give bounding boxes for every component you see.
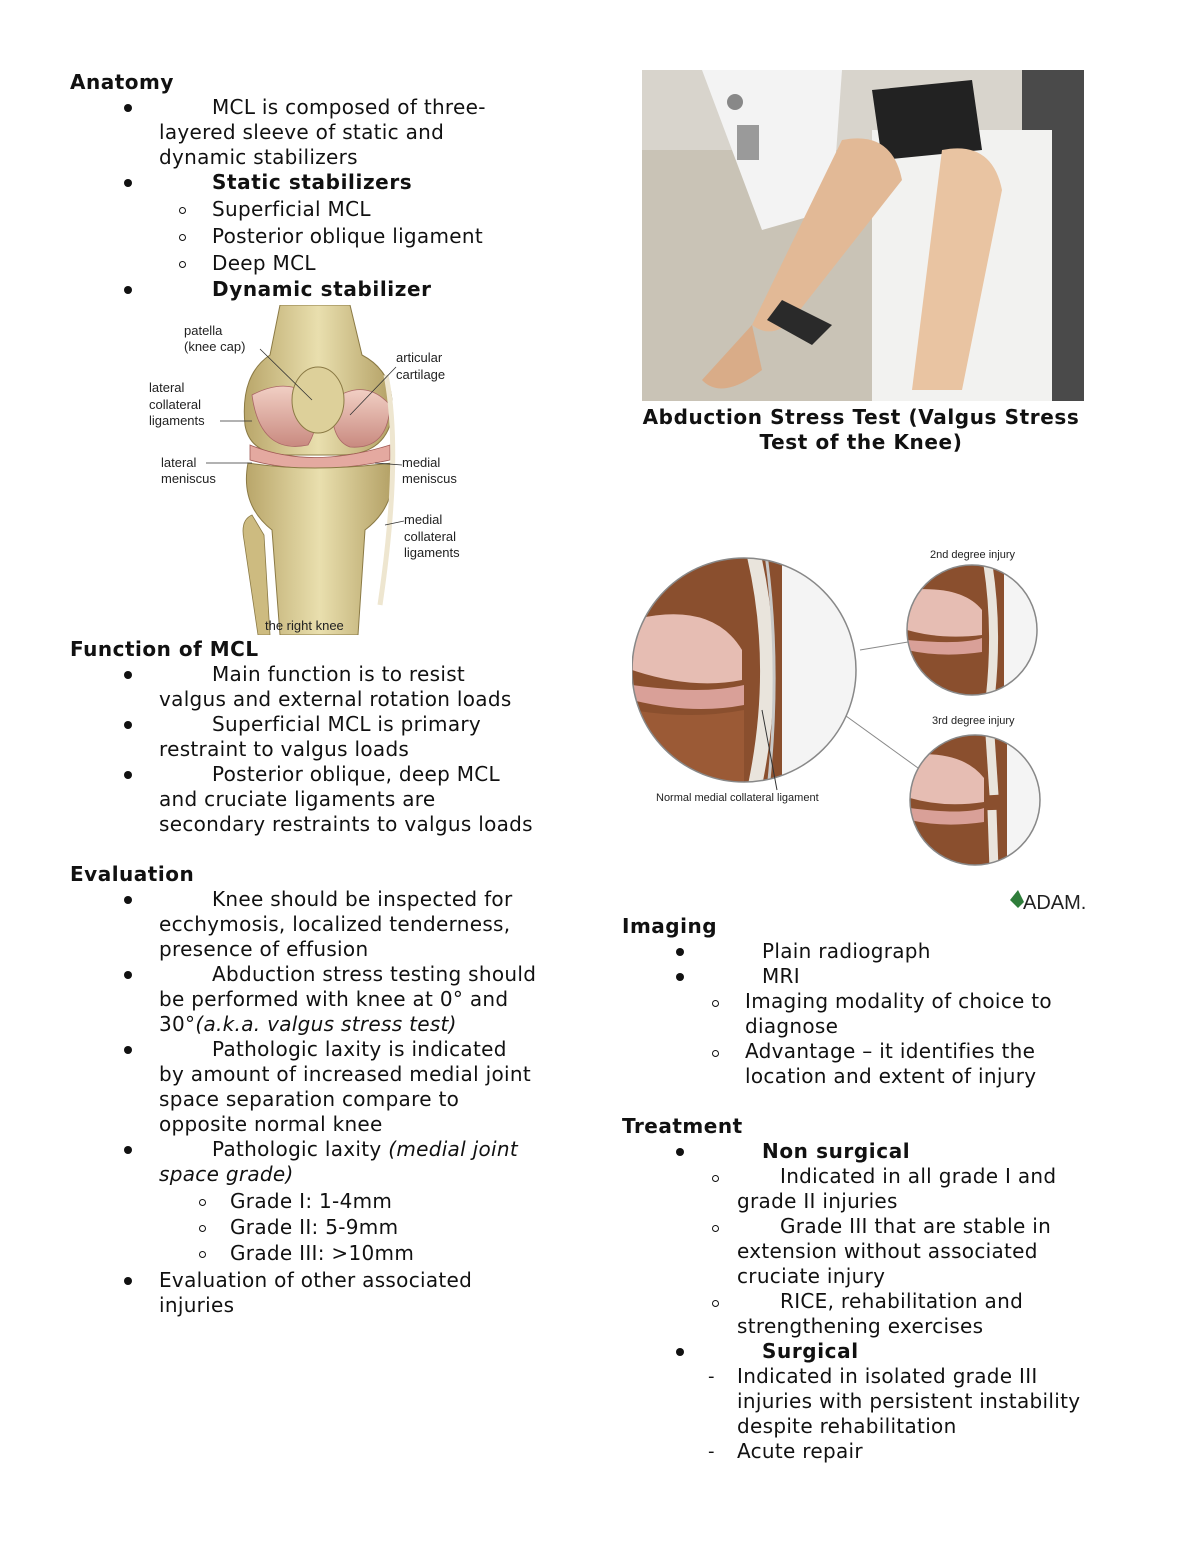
- knee-anatomy-figure: [140, 305, 490, 635]
- list-item: Imaging modality of choice to diagnose: [622, 989, 1142, 1039]
- bullet: [124, 1277, 132, 1285]
- bullet: [676, 948, 684, 956]
- bullet: [124, 971, 132, 979]
- bullet: [199, 1199, 206, 1206]
- label-collateral: collateral: [149, 397, 202, 412]
- list-item: Knee should be inspected for ecchymosis, localized tenderness, presence of effusion: [70, 887, 570, 962]
- bullet: [124, 286, 132, 294]
- label-patella: patella: [184, 323, 223, 338]
- label-3rd-degree: 3rd degree injury: [932, 715, 1015, 727]
- bullet: [179, 207, 186, 214]
- bullet: [676, 973, 684, 981]
- bullet: [124, 721, 132, 729]
- list-item: Plain radiograph: [622, 939, 1142, 964]
- label-2nd-degree: 2nd degree injury: [930, 549, 1016, 561]
- bullet: [124, 1046, 132, 1054]
- bullet: [712, 1000, 719, 1007]
- anatomy-heading: Anatomy: [70, 70, 174, 94]
- list-item: - Indicated in isolated grade III injuries with persistent instability despite rehabilitation: [708, 1364, 1081, 1438]
- label-knee-cap: (knee cap): [184, 339, 246, 354]
- bullet: [124, 104, 132, 112]
- bullet: [199, 1225, 206, 1232]
- left-column-lower: [70, 637, 570, 1318]
- list-item: RICE, rehabilitation and strengthening exercises: [622, 1289, 1142, 1339]
- surgical-label: Surgical: [622, 1339, 1142, 1364]
- label-right-knee: the right knee: [265, 618, 344, 633]
- list-item: Grade III: >10mm: [70, 1240, 570, 1266]
- label-articular: articular: [396, 350, 443, 365]
- label-cartilage: cartilage: [396, 367, 446, 382]
- list-item: Deep MCL: [70, 250, 570, 277]
- bullet: [712, 1300, 719, 1307]
- list-item: Evaluation of other associated injuries: [70, 1268, 570, 1318]
- bullet: [124, 771, 132, 779]
- list-item: Posterior oblique, deep MCL and cruciate ligaments are secondary restraints to valgus loads: [70, 762, 570, 837]
- function-heading: Function of MCL: [70, 637, 259, 661]
- bullet: [676, 1148, 684, 1156]
- label-mcl-1: medial: [404, 512, 443, 527]
- label-medial-meniscus-1: medial: [402, 455, 441, 470]
- list-item: Indicated in all grade I and grade II injuries: [622, 1164, 1142, 1214]
- static-stabilizers-label: Static stabilizers: [70, 170, 570, 195]
- label-medial-meniscus-2: meniscus: [402, 471, 457, 486]
- imaging-heading: Imaging: [622, 914, 718, 938]
- bullet: [124, 896, 132, 904]
- bullet: [712, 1175, 719, 1182]
- list-item: Grade I: 1-4mm: [70, 1188, 570, 1214]
- label-lateral: lateral: [149, 380, 185, 395]
- dash-bullet: -: [708, 1366, 715, 1387]
- list-item: Abduction stress testing should be performed with knee at 0° and 30°(a.k.a. valgus stress test): [70, 962, 570, 1037]
- dash-bullet: -: [708, 1441, 715, 1462]
- label-lateral-meniscus-2: meniscus: [161, 471, 216, 486]
- list-item: Advantage – it identifies the location and extent of injury: [622, 1039, 1142, 1089]
- brand-text: ADAM.: [1023, 892, 1087, 914]
- label-ligaments: ligaments: [149, 413, 205, 428]
- dynamic-stabilizer-label: Dynamic stabilizer: [70, 277, 570, 302]
- bullet: [179, 261, 186, 268]
- bullet: [712, 1050, 719, 1057]
- bullet: [199, 1251, 206, 1258]
- bullet: [124, 671, 132, 679]
- list-item: - Acute repair: [708, 1439, 863, 1463]
- leaf-icon: [1010, 890, 1024, 908]
- list-item: Superficial MCL: [70, 196, 570, 223]
- bullet: [179, 234, 186, 241]
- adam-logo: [1010, 890, 1086, 914]
- photo-caption: Abduction Stress Test (Valgus Stress Test of the Knee): [642, 405, 1080, 454]
- list-item: Pathologic laxity (medial joint space grade): [70, 1137, 570, 1187]
- bullet: [676, 1348, 684, 1356]
- list-item: MRI: [622, 964, 1142, 989]
- mcl-injury-grades-figure: [632, 540, 1107, 920]
- label-mcl-2: collateral: [404, 529, 457, 544]
- list-item: Pathologic laxity is indicated by amount of increased medial joint space separation compare to opposite normal knee: [70, 1037, 570, 1137]
- list-item: Grade II: 5-9mm: [70, 1214, 570, 1240]
- abduction-stress-test-photo: [642, 70, 1084, 401]
- bullet: [712, 1225, 719, 1232]
- list-item: Posterior oblique ligament: [70, 223, 570, 250]
- label-normal-mcl: Normal medial collateral ligament: [656, 792, 819, 804]
- anatomy-list: [70, 95, 570, 302]
- left-column: [70, 70, 570, 302]
- list-item: Superficial MCL is primary restraint to valgus loads: [70, 712, 570, 762]
- label-lateral-meniscus-1: lateral: [161, 455, 197, 470]
- treatment-heading: Treatment: [622, 1114, 743, 1138]
- list-item: Main function is to resist valgus and external rotation loads: [70, 662, 570, 712]
- imaging-section: [622, 914, 1142, 1464]
- list-item: Grade III that are stable in extension without associated cruciate injury: [622, 1214, 1142, 1289]
- evaluation-heading: Evaluation: [70, 862, 195, 886]
- non-surgical-label: Non surgical: [622, 1139, 1142, 1164]
- list-item: MCL is composed of three- layered sleeve of static and dynamic stabilizers: [70, 95, 570, 170]
- bullet: [124, 1146, 132, 1154]
- label-mcl-3: ligaments: [404, 545, 460, 560]
- bullet: [124, 179, 132, 187]
